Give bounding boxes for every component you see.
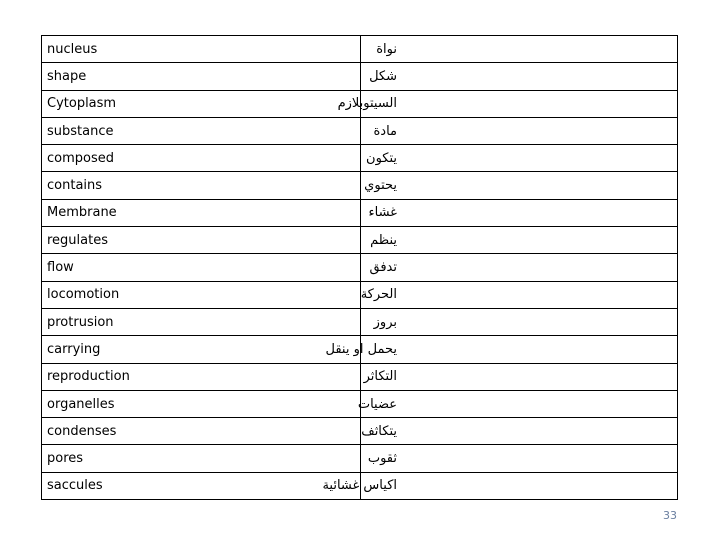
table-row (42, 36, 678, 63)
english-term: regulates (42, 227, 361, 254)
english-term: substance (42, 117, 361, 144)
english-term: Membrane (42, 199, 361, 226)
table-row (42, 199, 678, 226)
vocabulary-table (41, 35, 678, 500)
arabic-term: يتكاثف (361, 418, 678, 445)
english-term: organelles (42, 390, 361, 417)
english-term: Cytoplasm (42, 90, 361, 117)
arabic-term: السيتوبلازم (361, 90, 678, 117)
page-number: 33 (663, 509, 677, 522)
english-term: shape (42, 63, 361, 90)
english-term: pores (42, 445, 361, 472)
arabic-term: مادة (361, 117, 678, 144)
english-term: protrusion (42, 308, 361, 335)
table-row (42, 472, 678, 499)
table-row (42, 117, 678, 144)
arabic-term: غشاء (361, 199, 678, 226)
arabic-term: ثقوب (361, 445, 678, 472)
arabic-term: يحتوي (361, 172, 678, 199)
table-row (42, 254, 678, 281)
arabic-term: يتكون (361, 145, 678, 172)
table-row (42, 145, 678, 172)
table-row (42, 445, 678, 472)
arabic-term: نواة (361, 36, 678, 63)
arabic-term: بروز (361, 308, 678, 335)
table-row (42, 90, 678, 117)
arabic-term: الحركة (361, 281, 678, 308)
english-term: condenses (42, 418, 361, 445)
table-row (42, 336, 678, 363)
arabic-term: تدفق (361, 254, 678, 281)
english-term: flow (42, 254, 361, 281)
arabic-term: ينظم (361, 227, 678, 254)
table-row (42, 172, 678, 199)
table-row (42, 308, 678, 335)
english-term: contains (42, 172, 361, 199)
arabic-term: يحمل او ينقل (361, 336, 678, 363)
arabic-term: اكياس غشائية (361, 472, 678, 499)
table-row (42, 363, 678, 390)
english-term: reproduction (42, 363, 361, 390)
english-term: nucleus (42, 36, 361, 63)
english-term: locomotion (42, 281, 361, 308)
english-term: composed (42, 145, 361, 172)
arabic-term: التكاثر (361, 363, 678, 390)
table-row (42, 281, 678, 308)
english-term: carrying (42, 336, 361, 363)
vocabulary-table-body (42, 36, 678, 500)
english-term: saccules (42, 472, 361, 499)
arabic-term: شكل (361, 63, 678, 90)
table-row (42, 390, 678, 417)
table-row (42, 418, 678, 445)
table-row (42, 63, 678, 90)
table-row (42, 227, 678, 254)
arabic-term: عضيات (361, 390, 678, 417)
